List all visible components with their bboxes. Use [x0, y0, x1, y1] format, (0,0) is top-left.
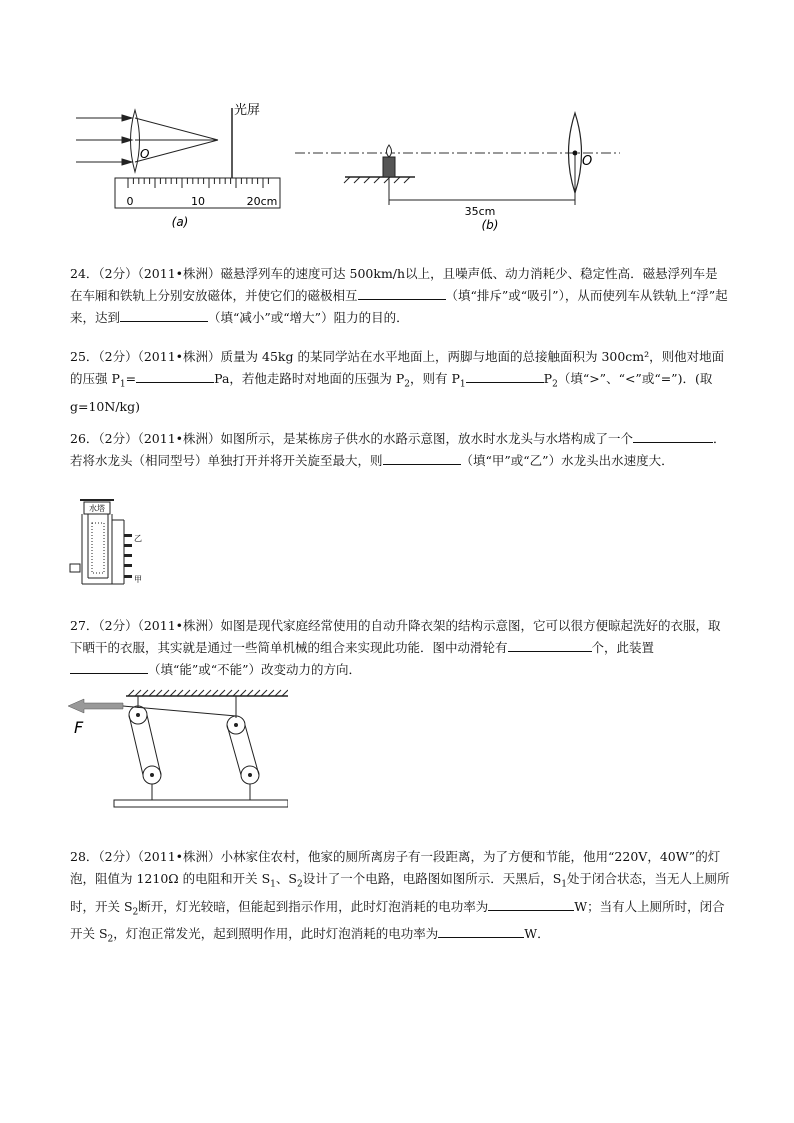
lens-label: O — [140, 147, 150, 161]
rope — [123, 706, 236, 716]
question-text: 设计了一个电路，电路图如图所示．天黑后，S — [302, 871, 562, 886]
ceiling-hatch-line — [198, 690, 204, 696]
subscript: 1 — [561, 879, 568, 890]
question-text: 27．（2分）（2011•株洲）如图是现代家庭经常使用的自动升降衣架的结构示意图，它可以很方便晾起洗好的衣服，取下晒干的衣服，其实就是通过一些简单机械的组合来实现此功能．图中动滑轮有 — [70, 618, 721, 655]
rope — [227, 725, 241, 775]
subscript: 1 — [119, 379, 126, 390]
question-text: 断开，灯光较暗，但能起到指示作用，此时灯泡消耗的电功率为 — [138, 898, 489, 914]
subscript: 2 — [552, 379, 558, 390]
question-text: 25．（2分）（2011•株洲）质量为 45kg 的某同学站在水平地面上，两脚与地面的总接触面积为 300cm²，则他对地面的压强 P — [70, 349, 725, 386]
force-label: F — [74, 718, 84, 737]
answer-blank[interactable] — [120, 307, 208, 322]
screen-label: 光屏 — [234, 103, 261, 118]
ceiling-hatch-line — [205, 690, 211, 696]
water-tower-figure — [68, 498, 158, 590]
figure-b — [290, 105, 630, 235]
question-text: （填“甲”或“乙”）水龙头出水速度大． — [460, 453, 674, 468]
question-27 — [70, 615, 730, 681]
answer-blank[interactable] — [70, 659, 148, 674]
subscript: 2 — [404, 379, 411, 390]
ceiling-hatch-line — [275, 690, 281, 696]
subscript: 2 — [107, 934, 114, 945]
question-24 — [70, 263, 730, 329]
ceiling-hatch-line — [233, 690, 239, 696]
answer-blank[interactable] — [508, 637, 592, 652]
answer-blank[interactable] — [438, 923, 524, 938]
question-text: ．若将水龙头（相同型号）单独打开并将开关旋至最大，则 — [70, 431, 726, 468]
ceiling-hatch-line — [191, 690, 197, 696]
faucet-label-jia: 甲 — [134, 575, 142, 584]
faucet-icon — [70, 534, 132, 578]
tank-label: 水塔 — [89, 504, 105, 513]
question-text: 26．（2分）（2011•株洲）如图所示，是某栋房子供水的水路示意图，放水时水龙头与水塔构成了一个 — [70, 431, 634, 446]
question-text: W． — [524, 926, 550, 941]
answer-blank[interactable] — [358, 285, 446, 300]
subscript: 1 — [270, 879, 276, 890]
candle — [383, 157, 395, 177]
question-text: ，灯泡正常发光，起到照明作用，此时灯泡消耗的电功率为 — [113, 926, 439, 941]
ceiling-hatch-line — [254, 690, 260, 696]
question-text: （填“减小”或“增大”）阻力的目的． — [208, 310, 409, 325]
ceiling-hatch-line — [142, 690, 148, 696]
subscript: 2 — [132, 907, 139, 917]
ceiling-hatch-line — [156, 690, 162, 696]
lens-label: O — [582, 154, 593, 169]
question-text: 24．（2分）（2011•株洲）磁悬浮列车的速度可达 500km/h以上，且噪声低、动力消耗少、稳定性高．磁悬浮列车是在车厢和铁轨上分别安放磁体，并使它们的磁极相互 — [70, 266, 718, 303]
ceiling-hatch-line — [135, 690, 141, 696]
ceiling-hatch-line — [170, 690, 176, 696]
drying-rod — [114, 800, 288, 807]
question-25 — [70, 346, 730, 418]
question-28 — [70, 846, 730, 951]
rope — [245, 725, 259, 775]
ceiling-hatch-line — [163, 690, 169, 696]
ceiling-hatch-line — [268, 690, 274, 696]
answer-blank[interactable] — [466, 368, 544, 383]
figure-caption: (a) — [171, 215, 189, 229]
figure-caption: (b) — [481, 218, 499, 232]
answer-blank[interactable] — [383, 450, 461, 465]
question-text: = — [125, 371, 137, 386]
flame — [387, 145, 392, 157]
ruler-tick-label: 20cm — [246, 195, 278, 208]
question-26 — [70, 428, 730, 472]
question-text: Pa，若他走路时对地面的压强为 P — [214, 371, 405, 386]
ceiling-hatch-line — [149, 690, 155, 696]
answer-blank[interactable] — [633, 428, 713, 443]
ceiling-hatch-line — [212, 690, 218, 696]
ceiling-hatch-line — [240, 690, 246, 696]
question-text: W；当有人上厕所时，闭合开关 S — [70, 898, 725, 941]
pipe — [92, 523, 104, 573]
ceiling-hatch-line — [184, 690, 190, 696]
ruler-tick-label: 10 — [191, 195, 205, 208]
question-text: P — [543, 371, 553, 386]
ceiling-hatch-line — [261, 690, 267, 696]
ceiling-hatch-line — [219, 690, 225, 696]
question-text: 个，此装置 — [591, 640, 655, 655]
question-text: 28．（2分）（2011•株洲）小林家住农村，他家的厕所离房子有一段距离，为了方便和节能，他用“220V，40W”的灯泡，阻值为 1210Ω 的电阻和开关 S — [70, 849, 721, 886]
ruler-tick-label: 0 — [126, 195, 134, 208]
question-text: （填“排斥”或“吸引”），从而使列车从铁轨上“浮”起来，达到 — [70, 288, 728, 325]
question-text: 处于闭合状态，当无人上厕所时，开关 S — [70, 871, 730, 914]
ceiling-hatch-line — [226, 690, 232, 696]
ceiling-hatch-line — [247, 690, 253, 696]
ceiling-hatch-line — [282, 690, 288, 696]
question-text: （填“能”或“不能”）改变动力的方向． — [148, 662, 362, 677]
subscript: 2 — [296, 879, 303, 890]
answer-blank[interactable] — [136, 368, 214, 383]
faucet-label-yi: 乙 — [134, 534, 142, 543]
answer-blank[interactable] — [488, 896, 574, 911]
question-text: 、S — [275, 871, 297, 886]
ceiling-hatch-line — [128, 690, 134, 696]
figure-a — [70, 100, 290, 235]
clothes-rack-figure — [68, 688, 288, 818]
subscript: 1 — [459, 379, 466, 390]
ceiling-hatch-line — [177, 690, 183, 696]
distance-label: 35cm — [464, 205, 496, 218]
force-arrow-icon — [68, 699, 123, 713]
question-text: （填“>”、“<”或“=”)．(取 g=10N/kg) — [70, 371, 713, 414]
question-text: ，则有 P — [410, 371, 460, 386]
